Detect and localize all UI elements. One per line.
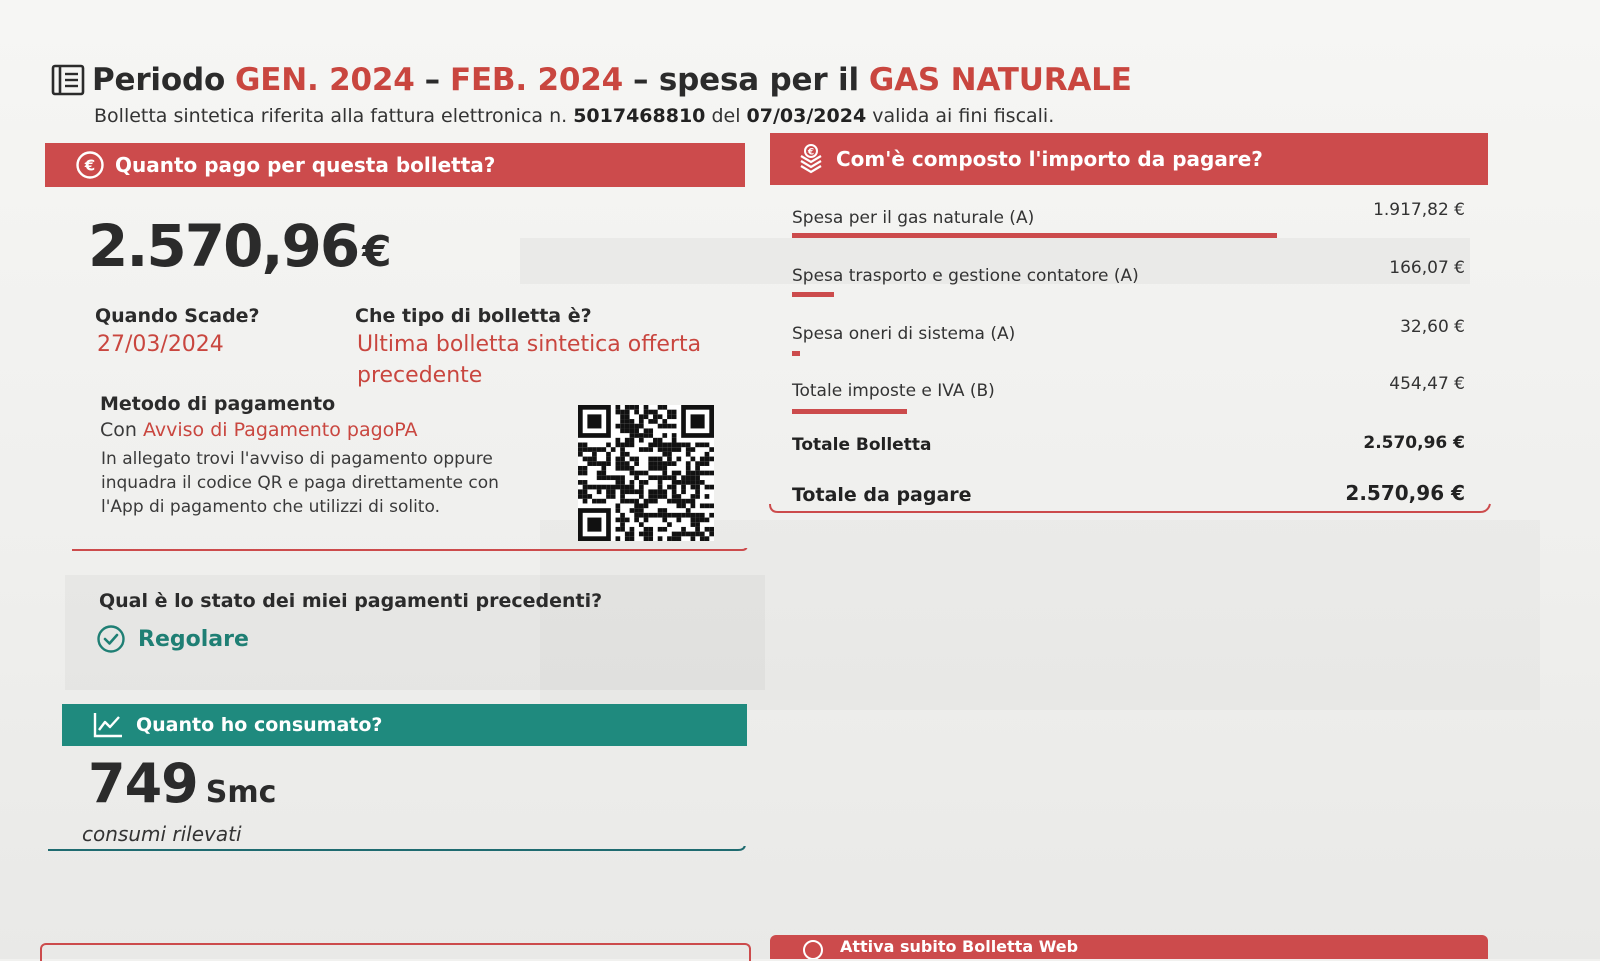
period-separator: – — [424, 62, 440, 98]
invoice-number: 5017468810 — [573, 105, 706, 127]
payment-header-bar — [45, 143, 745, 187]
payment-section-divider — [72, 548, 748, 558]
breakdown-row-value: 454,47 € — [1389, 374, 1465, 394]
bill-type-line1: Ultima bolletta sintetica offerta — [357, 332, 702, 357]
total-due-value: 2.570,96 € — [1345, 481, 1465, 505]
next-section-title: Attiva subito Bolletta Web — [840, 937, 1079, 956]
pagopa-link[interactable]: Avviso di Pagamento pagoPA — [142, 419, 418, 441]
payment-status — [96, 624, 249, 654]
subtitle-mid: del — [711, 105, 741, 127]
consumption-amount — [88, 752, 276, 815]
payment-instructions — [101, 447, 551, 519]
breakdown-header-title: Com'è composto l'importo da pagare? — [836, 147, 1263, 171]
breakdown-row-value: 32,60 € — [1400, 317, 1465, 337]
breakdown-header-bar — [770, 133, 1488, 185]
period-start: GEN. 2024 — [235, 62, 415, 98]
payment-instructions-line: In allegato trovi l'avviso di pagamento oppure — [101, 449, 493, 469]
title-mid: – spesa per il — [633, 62, 859, 98]
consumption-header-bar — [62, 704, 747, 746]
breakdown-row-label: Spesa trasporto e gestione contatore (A) — [792, 266, 1139, 286]
chart-line-icon — [92, 711, 124, 739]
due-date-value: 27/03/2024 — [97, 332, 224, 357]
payment-status-question: Qual è lo stato dei miei pagamenti precedenti? — [99, 590, 603, 612]
commodity-name: GAS NATURALE — [868, 62, 1132, 98]
bill-type-line2: precedente — [357, 363, 483, 388]
breakdown-row-bar — [792, 292, 834, 297]
payment-method-value — [100, 419, 418, 441]
bill-title — [50, 62, 1132, 98]
bill-amount — [88, 212, 391, 280]
check-circle-icon — [96, 624, 126, 654]
payment-instructions-line: l'App di pagamento che utilizzi di solito. — [101, 497, 440, 517]
breakdown-row-bar — [792, 409, 907, 414]
invoice-date: 07/03/2024 — [746, 105, 867, 127]
subtitle-post: valida ai fini fiscali. — [872, 105, 1055, 127]
period-end: FEB. 2024 — [449, 62, 624, 98]
coins-icon — [796, 144, 826, 174]
breakdown-row-value: 1.917,82 € — [1373, 200, 1465, 220]
consumption-value: 749 — [88, 752, 198, 815]
breakdown-row-label: Totale imposte e IVA (B) — [792, 381, 995, 401]
breakdown-row-label: Spesa per il gas naturale (A) — [792, 208, 1035, 228]
total-bill-value: 2.570,96 € — [1363, 433, 1465, 453]
total-due-label: Totale da pagare — [792, 484, 972, 506]
consumption-section-divider — [48, 846, 748, 856]
next-section-bar — [770, 935, 1488, 959]
subtitle-pre: Bolletta sintetica riferita alla fattura elettronica n. — [94, 105, 568, 127]
bill-subtitle — [94, 105, 1054, 127]
breakdown-row-bar — [792, 351, 800, 356]
info-icon — [802, 939, 824, 959]
euro-icon — [75, 150, 105, 180]
total-due-underline — [768, 502, 1492, 518]
payment-method-pre: Con — [100, 419, 137, 441]
bill-type-label: Che tipo di bolletta è? — [355, 305, 592, 327]
payment-header-title: Quanto pago per questa bolletta? — [115, 153, 496, 177]
payment-qr-code[interactable] — [578, 405, 714, 541]
payment-status-value: Regolare — [138, 626, 249, 652]
consumption-label: consumi rilevati — [82, 822, 242, 846]
breakdown-row-value: 166,07 € — [1389, 258, 1465, 278]
next-section-frame — [40, 943, 751, 961]
bill-amount-currency: € — [362, 227, 392, 276]
breakdown-row-label: Spesa oneri di sistema (A) — [792, 324, 1016, 344]
consumption-header-title: Quanto ho consumato? — [136, 714, 383, 736]
svg-text:€: € — [84, 156, 96, 175]
due-date-label: Quando Scade? — [95, 305, 260, 327]
total-bill-label: Totale Bolletta — [792, 435, 932, 455]
consumption-unit: Smc — [205, 775, 277, 810]
payment-method-label: Metodo di pagamento — [100, 393, 336, 415]
svg-text:€: € — [807, 147, 815, 158]
breakdown-row-bar — [792, 233, 1277, 238]
document-icon — [50, 64, 86, 96]
bill-amount-value: 2.570,96 — [88, 212, 359, 280]
title-prefix: Periodo — [92, 62, 226, 98]
payment-instructions-line: inquadra il codice QR e paga direttamente con — [101, 473, 499, 493]
